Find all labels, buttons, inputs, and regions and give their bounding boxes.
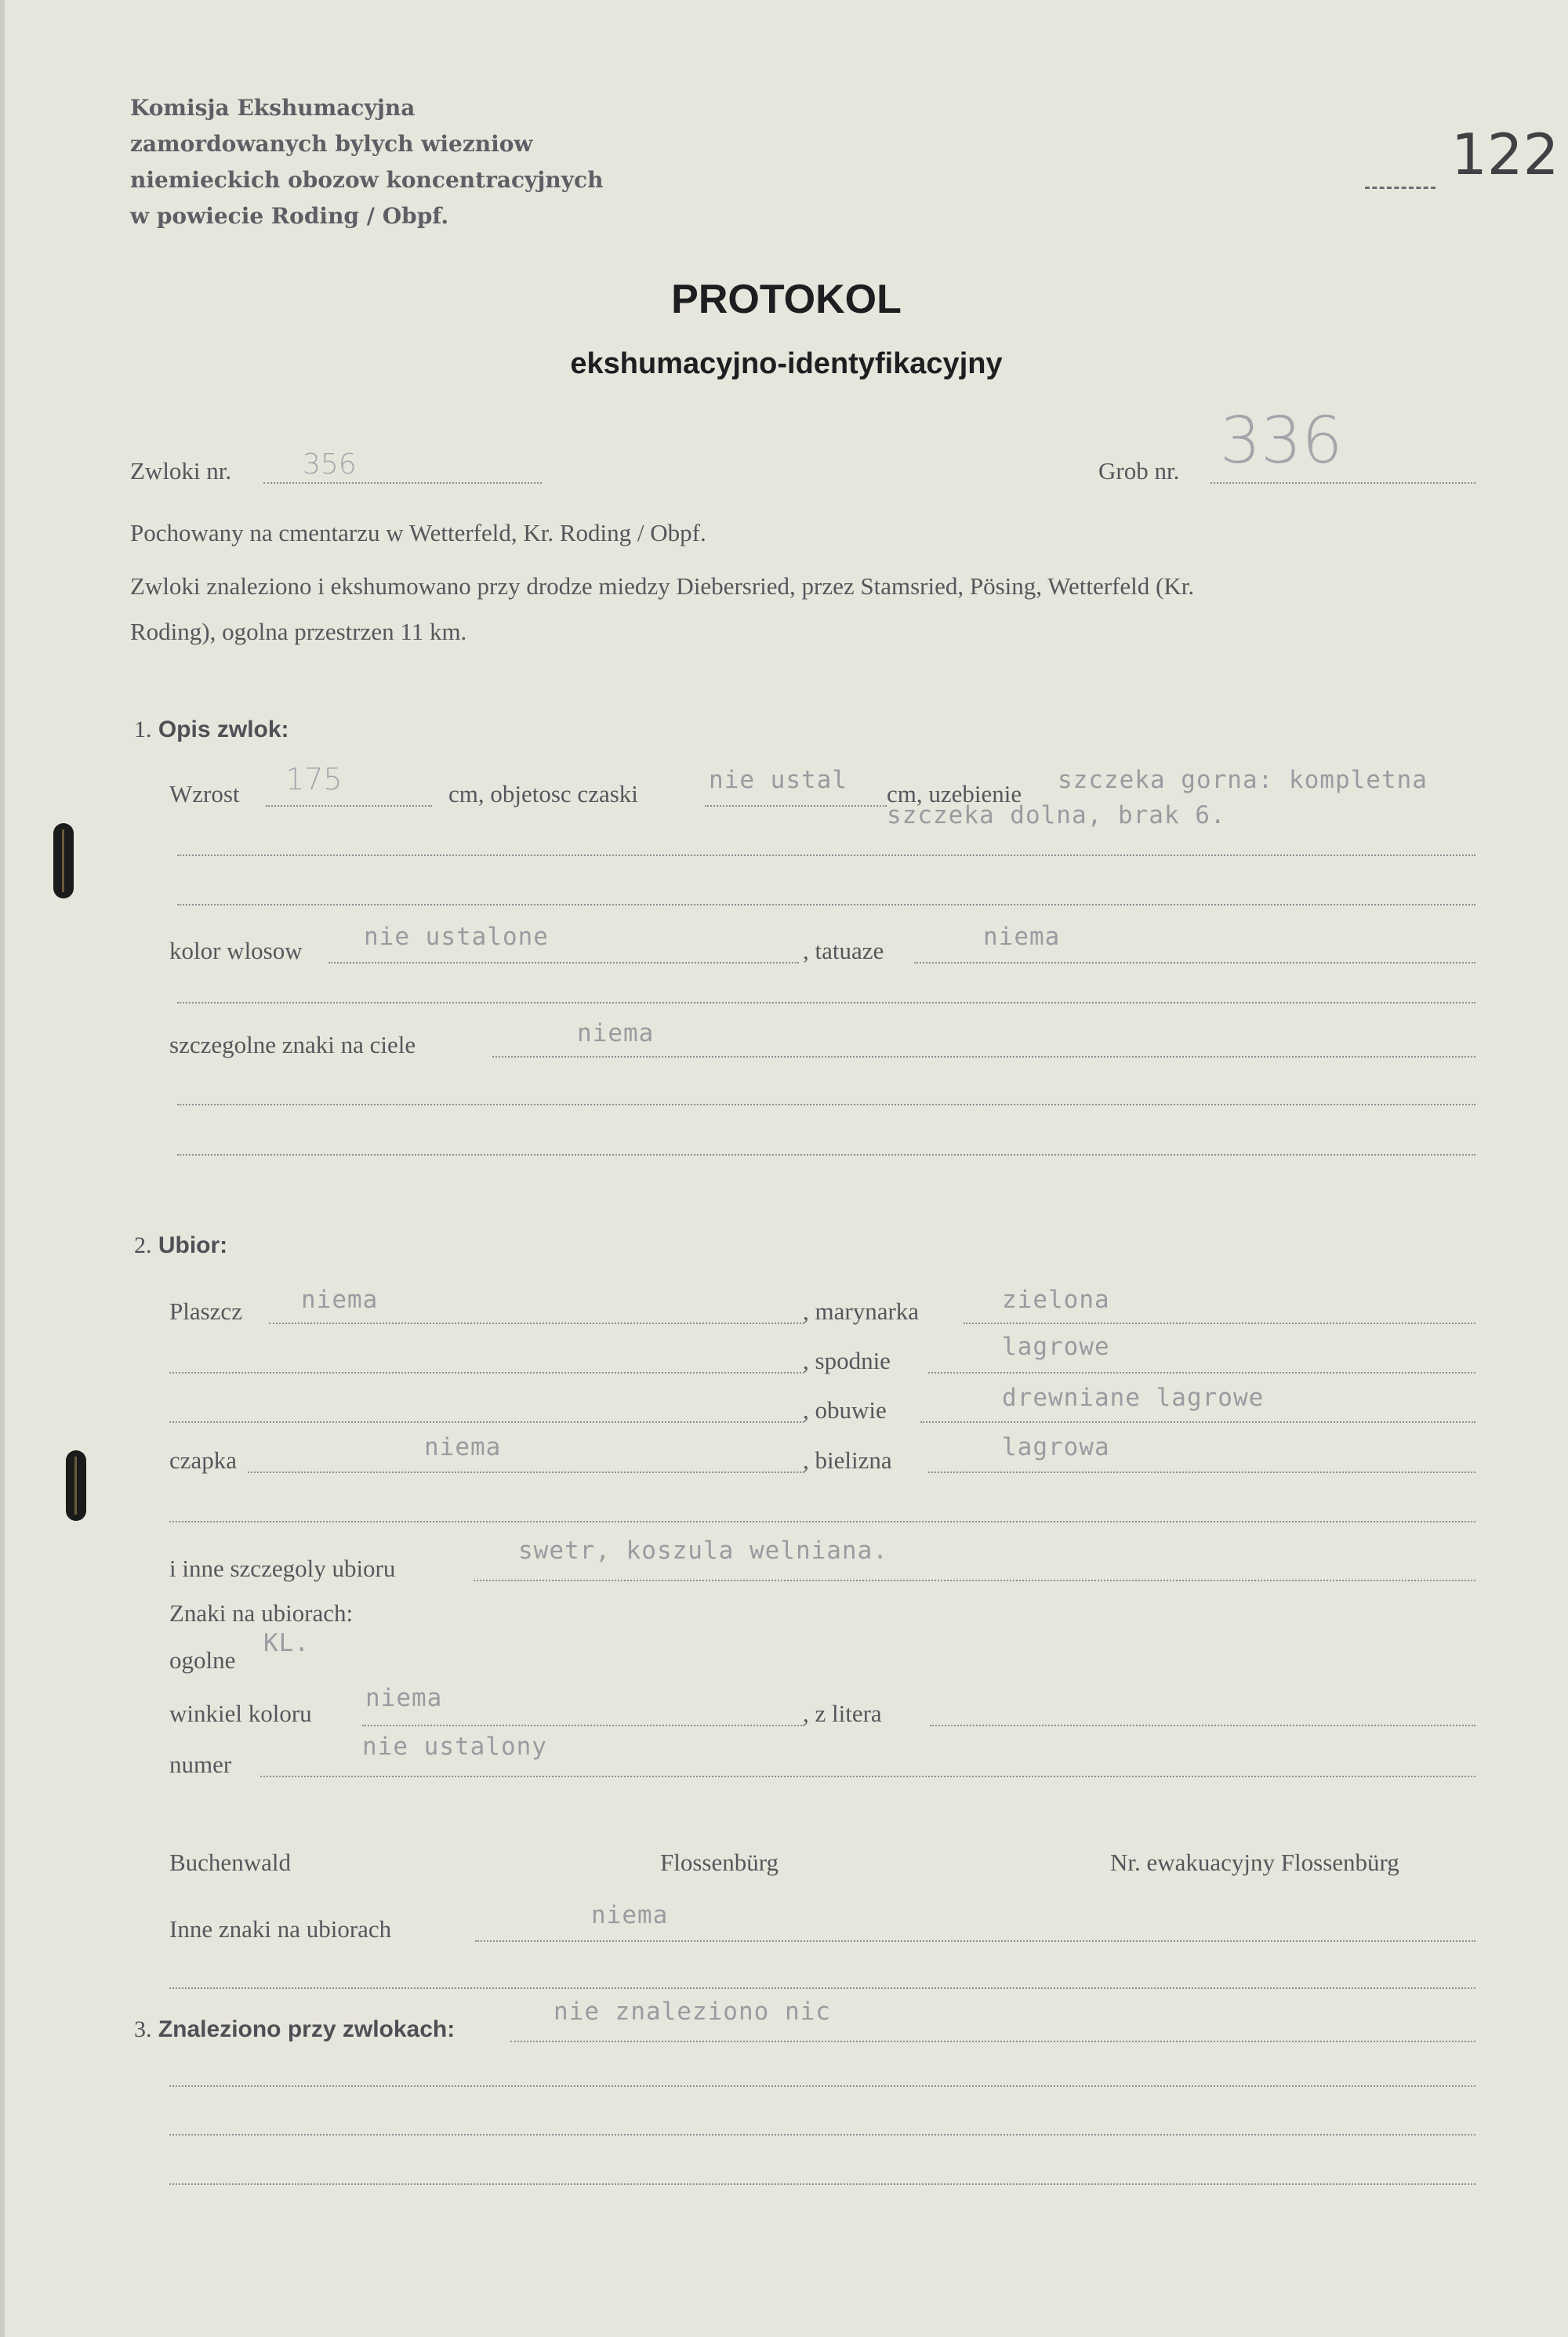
shoes-line [920, 1421, 1475, 1423]
buchenwald-label: Buchenwald [169, 1849, 291, 1876]
coat-line [269, 1323, 804, 1324]
document-title: PROTOKOL [671, 277, 902, 322]
section-1-title: Opis zwlok: [158, 717, 289, 742]
section-3-title: Znaleziono przy zwlokach: [158, 2016, 456, 2042]
rule-2 [177, 904, 1475, 905]
header-line-2: zamordowanych bylych wiezniow [130, 131, 533, 157]
section-3-heading [134, 2016, 455, 2043]
trousers-pre-line [169, 1372, 804, 1374]
found-location-line-1: Zwloki znaleziono i ekshumowano przy drodze miedzy Diebersried, przez Stamsried, Pösing, Wetterfeld (Kr. [130, 572, 1195, 600]
header-line-3: niemieckich obozow koncentracyjnych [130, 167, 604, 193]
letter-line [930, 1725, 1475, 1726]
cap-line [248, 1472, 804, 1473]
rule-6 [169, 1521, 1475, 1522]
number-value: nie ustalony [362, 1733, 547, 1761]
rule-8 [169, 2085, 1475, 2087]
other-clothing-marks-line [475, 1940, 1475, 1942]
body-marks-label: szczegolne znaki na ciele [169, 1031, 416, 1058]
rule-9 [169, 2134, 1475, 2136]
shoes-pre-line [169, 1421, 804, 1423]
section-2-title: Ubior: [158, 1232, 228, 1258]
general-value: KL. [263, 1629, 310, 1657]
grob-line [1210, 482, 1475, 484]
cap-value: niema [424, 1433, 502, 1461]
skull-volume-line [705, 805, 887, 807]
underwear-label: , bielizna [803, 1446, 892, 1474]
skull-volume-label: cm, objetosc czaski [448, 780, 638, 807]
found-items-value: nie znaleziono nic [554, 1998, 831, 2026]
hair-color-label: kolor wlosow [169, 937, 303, 964]
jacket-line [964, 1323, 1475, 1324]
underwear-value: lagrowa [1002, 1433, 1110, 1461]
number-label: numer [169, 1751, 232, 1778]
grob-value: 336 [1220, 404, 1343, 478]
teeth-value-upper: szczeka gorna: kompletna [1058, 766, 1428, 794]
other-clothing-marks-value: niema [591, 1901, 669, 1929]
coat-label: Plaszcz [169, 1297, 242, 1325]
cap-label: czapka [169, 1446, 238, 1474]
section-1-heading [134, 717, 289, 743]
triangle-color-line [362, 1725, 804, 1726]
jacket-label: , marynarka [803, 1297, 920, 1325]
number-line [260, 1776, 1475, 1777]
commission-header [130, 90, 603, 234]
hair-color-line [328, 962, 799, 963]
evacuation-number-label: Nr. ewakuacyjny Flossenbürg [1110, 1849, 1399, 1876]
tattoos-label: , tatuaze [803, 937, 884, 964]
other-clothing-label: i inne szczegoly ubioru [169, 1555, 396, 1582]
shoes-value: drewniane lagrowe [1002, 1384, 1265, 1412]
section-2-number: 2. [134, 1232, 152, 1258]
underwear-line [928, 1472, 1475, 1473]
rule-3 [177, 1002, 1475, 1003]
trousers-label: , spodnie [803, 1347, 891, 1374]
body-marks-line [492, 1056, 1475, 1058]
triangle-color-label: winkiel koloru [169, 1700, 312, 1727]
zwloki-value: 356 [303, 448, 357, 481]
clothing-marks-label: Znaki na ubiorach: [169, 1599, 354, 1627]
header-line-4: w powiecie Roding / Obpf. [130, 203, 449, 229]
coat-value: niema [301, 1286, 379, 1314]
rule-10 [169, 2183, 1475, 2185]
teeth-value-lower: szczeka dolna, brak 6. [887, 801, 1226, 829]
other-clothing-line [474, 1580, 1475, 1581]
punch-hole-top [53, 823, 74, 898]
section-3-number: 3. [134, 2016, 152, 2042]
burial-place: Pochowany na cmentarzu w Wetterfeld, Kr. Roding / Obpf. [130, 519, 706, 546]
letter-label: , z litera [803, 1700, 882, 1727]
page-number: 122 [1451, 122, 1559, 187]
wzrost-value: 175 [285, 762, 343, 797]
flossenburg-label: Flossenbürg [660, 1849, 779, 1876]
page-number-dash [1365, 187, 1436, 189]
found-items-line [510, 2041, 1475, 2042]
other-clothing-value: swetr, koszula welniana. [518, 1537, 888, 1565]
rule-4 [177, 1104, 1475, 1105]
zwloki-label: Zwloki nr. [130, 457, 232, 484]
teeth-label: cm, uzebienie [887, 780, 1022, 807]
triangle-color-value: niema [365, 1684, 443, 1712]
shoes-label: , obuwie [803, 1396, 887, 1424]
grob-label: Grob nr. [1098, 457, 1180, 484]
tattoos-value: niema [983, 923, 1061, 951]
trousers-line [928, 1372, 1475, 1374]
rule-5 [177, 1154, 1475, 1156]
jacket-value: zielona [1002, 1286, 1110, 1314]
section-1-number: 1. [134, 717, 152, 742]
zwloki-line [263, 482, 542, 484]
rule-7 [169, 1987, 1475, 1989]
skull-volume-value: nie ustal [709, 766, 848, 794]
document-subtitle: ekshumacyjno-identyfikacyjny [570, 347, 1003, 380]
header-line-1: Komisja Ekshumacyjna [130, 95, 416, 121]
section-2-heading [134, 1232, 227, 1259]
hair-color-value: nie ustalone [364, 923, 549, 951]
body-marks-value: niema [577, 1019, 655, 1047]
wzrost-line [266, 805, 432, 807]
punch-hole-bottom [66, 1450, 86, 1521]
protocol-page [5, 0, 1568, 2337]
general-label: ogolne [169, 1646, 236, 1674]
trousers-value: lagrowe [1002, 1333, 1110, 1361]
rule-1 [177, 855, 1475, 856]
other-clothing-marks-label: Inne znaki na ubiorach [169, 1915, 392, 1943]
wzrost-label: Wzrost [169, 780, 240, 807]
found-location-line-2: Roding), ogolna przestrzen 11 km. [130, 618, 467, 645]
tattoos-line [914, 962, 1475, 963]
